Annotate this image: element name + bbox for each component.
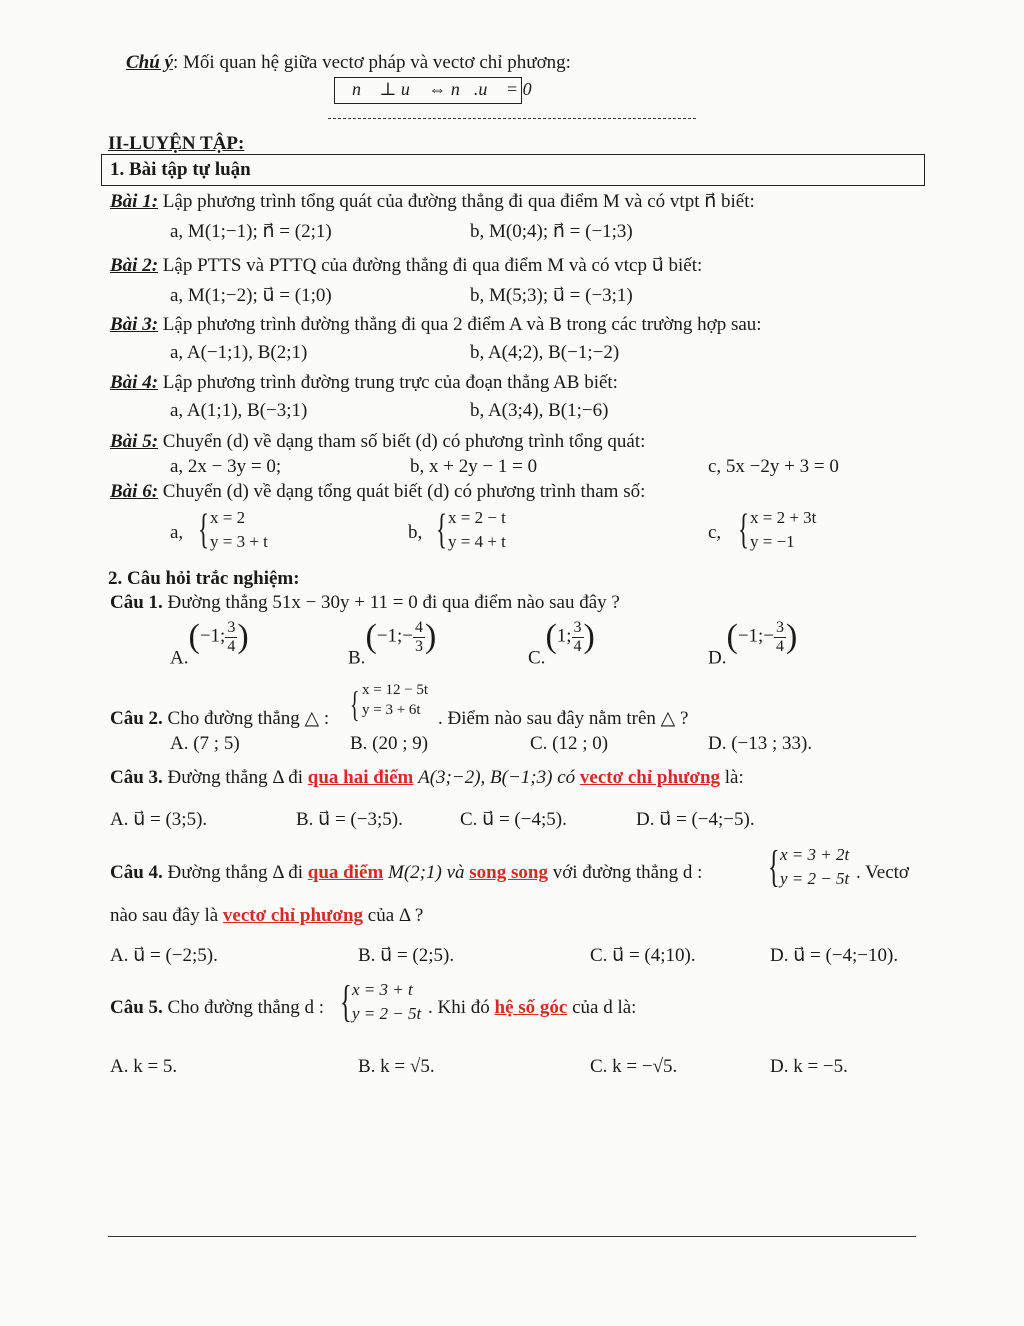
bottom-rule	[108, 1236, 916, 1237]
highlight-text: song song	[469, 862, 548, 883]
system-line-2: y = 2 − 5t	[352, 1004, 422, 1023]
q3-option-b: B. u⃗ = (−3;5).	[296, 809, 403, 830]
exercise-5	[110, 431, 645, 453]
exercise-5-c: c, 5x −2y + 3 = 0	[708, 456, 839, 477]
question-text: A(3;−2), B(−1;3) có	[418, 767, 576, 788]
exercise-text: Lập phương trình tổng quát của đường thẳng đi qua điểm M và có vtpt n⃗ biết:	[162, 191, 755, 212]
system-line-1: x = 2	[210, 508, 246, 527]
question-label: Câu 5.	[110, 997, 163, 1018]
exercise-6-a-prefix: a,	[170, 522, 184, 543]
q2-option-d: D. (−13 ; 33).	[708, 733, 813, 754]
fraction	[572, 619, 584, 656]
exercise-label: Bài 3:	[110, 314, 159, 335]
exercise-5-a: a, 2x − 3y = 0;	[170, 456, 282, 477]
q4-option-b: B. u⃗ = (2;5).	[358, 945, 455, 966]
exercise-4-b: b, A(3;4), B(1;−6)	[470, 400, 609, 421]
system-line-2: y = 3 + t	[210, 532, 268, 551]
denominator: 4	[227, 637, 236, 655]
note-formula: n⃗ ⊥ u⃗ ⇔ n⃗.u⃗ = 0	[352, 79, 532, 99]
exercise-6-b-prefix: b,	[408, 522, 423, 543]
q1-option-b	[348, 618, 436, 669]
question-text: nào sau đây là	[110, 905, 219, 926]
option-value: −1;−	[376, 625, 413, 647]
question-5-lead	[110, 997, 324, 1019]
question-text: là:	[724, 767, 744, 788]
q3-option-d: D. u⃗ = (−4;−5).	[636, 809, 755, 830]
exercise-4	[110, 372, 618, 394]
denominator: 3	[414, 637, 423, 655]
question-text: M(2;1) và	[388, 862, 465, 883]
exercise-1-a: a, M(1;−1); n⃗ = (2;1)	[170, 221, 332, 242]
paren-glyph: (	[188, 618, 200, 655]
exercise-3-b: b, A(4;2), B(−1;−2)	[470, 342, 620, 363]
system-line-1: x = 2 − t	[448, 508, 506, 527]
question-2-tail: . Điểm nào sau đây nằm trên △ ?	[438, 708, 689, 729]
brace-glyph: {	[198, 507, 210, 553]
question-1	[110, 592, 620, 614]
question-5-tail	[428, 997, 636, 1019]
q4-option-a: A. u⃗ = (−2;5).	[110, 945, 218, 966]
denominator: 4	[573, 637, 582, 655]
q4-option-d: D. u⃗ = (−4;−10).	[770, 945, 899, 966]
system-line-1: x = 3 + t	[352, 980, 413, 999]
question-label: Câu 4.	[110, 862, 163, 883]
exercise-2-b: b, M(5;3); u⃗ = (−3;1)	[470, 285, 633, 306]
part1-title: 1. Bài tập tự luận	[110, 159, 251, 180]
question-label: Câu 3.	[110, 767, 163, 788]
brace-glyph: {	[340, 977, 352, 1026]
exercise-label: Bài 5:	[110, 431, 159, 452]
question-4-tail: . Vectơ	[856, 862, 909, 883]
option-value: 1;	[556, 625, 572, 647]
q5-option-d: D. k = −5.	[770, 1056, 848, 1077]
question-text: Đường thẳng 51x − 30y + 11 = 0 đi qua điểm nào sau đây ?	[167, 592, 620, 613]
question-text: Cho đường thẳng △ :	[167, 708, 330, 729]
paren-glyph: )	[237, 618, 249, 655]
note-label: Chú ý	[126, 52, 173, 73]
paren-glyph: (	[365, 618, 377, 655]
question-label: Câu 2.	[110, 708, 163, 729]
exercise-1	[110, 190, 755, 213]
q5-option-b: B. k = √5.	[358, 1056, 435, 1077]
system-line-1: x = 2 + 3t	[750, 508, 817, 527]
fraction	[225, 619, 237, 656]
brace-glyph: {	[738, 507, 750, 553]
brace-glyph: {	[350, 684, 360, 724]
exercise-6-c-prefix: c,	[708, 522, 722, 543]
numerator: 3	[776, 618, 785, 636]
q1-option-d	[708, 618, 797, 669]
question-text: Đường thẳng Δ đi	[167, 862, 304, 883]
q2-option-a: A. (7 ; 5)	[170, 733, 240, 754]
exercise-text: Lập phương trình đường trung trực của đoạn thẳng AB biết:	[162, 372, 618, 393]
note-text: : Mối quan hệ giữa vectơ pháp và vectơ chỉ phương:	[173, 52, 571, 73]
system-line-2: y = 3 + 6t	[362, 702, 421, 718]
question-text: Cho đường thẳng d :	[167, 997, 325, 1018]
exercise-text: Chuyển (d) về dạng tổng quát biết (d) có phương trình tham số:	[162, 481, 646, 502]
exercise-6	[110, 481, 645, 503]
exercise-label: Bài 4:	[110, 372, 159, 393]
q1-option-c	[528, 618, 595, 669]
exercise-text: Lập PTTS và PTTQ của đường thẳng đi qua điểm M và có vtcp u⃗ biết:	[162, 255, 703, 276]
denominator: 4	[776, 637, 785, 655]
system-line-2: y = −1	[750, 532, 795, 551]
note-line	[126, 52, 571, 74]
system-line-2: y = 4 + t	[448, 532, 506, 551]
dashed-divider	[328, 118, 696, 119]
exercise-text: Lập phương trình đường thẳng đi qua 2 điểm A và B trong các trường hợp sau:	[162, 314, 762, 335]
exercise-2-a: a, M(1;−2); u⃗ = (1;0)	[170, 285, 332, 306]
system-line-1: x = 3 + 2t	[780, 845, 850, 864]
question-text: của d là:	[572, 997, 637, 1018]
highlight-text: vectơ chỉ phương	[579, 767, 721, 788]
option-value: −1;	[199, 625, 226, 647]
question-text: Đường thẳng Δ đi	[167, 767, 304, 788]
option-letter: B.	[348, 647, 366, 669]
q4-option-c: C. u⃗ = (4;10).	[590, 945, 696, 966]
numerator: 3	[227, 618, 236, 636]
q3-option-a: A. u⃗ = (3;5).	[110, 809, 208, 830]
q5-option-a: A. k = 5.	[110, 1056, 178, 1077]
question-text: với đường thẳng d :	[552, 862, 703, 883]
highlight-text: qua hai điểm	[307, 767, 414, 788]
option-value: −1;−	[737, 625, 775, 647]
question-3	[110, 767, 744, 789]
numerator: 3	[573, 618, 582, 636]
highlight-text: hệ số góc	[494, 997, 568, 1018]
highlight-text: qua điểm	[307, 862, 384, 883]
option-letter: D.	[708, 647, 727, 669]
fraction	[413, 619, 425, 656]
section-title: II-LUYỆN TẬP:	[108, 133, 245, 154]
numerator: 4	[414, 618, 423, 636]
paren-glyph: (	[726, 618, 738, 655]
fraction	[774, 619, 786, 656]
exercise-3-a: a, A(−1;1), B(2;1)	[170, 342, 308, 363]
paren-glyph: )	[424, 618, 437, 655]
question-label: Câu 1.	[110, 592, 163, 613]
brace-glyph: {	[436, 507, 448, 553]
system-line-1: x = 12 − 5t	[362, 682, 429, 698]
question-text: . Khi đó	[428, 997, 490, 1018]
option-letter: A.	[170, 647, 189, 669]
highlight-text: vectơ chỉ phương	[222, 905, 364, 926]
system-line-2: y = 2 − 5t	[780, 869, 850, 888]
question-2-lead	[110, 707, 329, 730]
exercise-2	[110, 254, 702, 277]
exercise-5-b: b, x + 2y − 1 = 0	[410, 456, 538, 477]
paren-glyph: )	[786, 618, 798, 655]
exercise-label: Bài 2:	[110, 255, 159, 276]
question-4-line2	[110, 905, 423, 927]
brace-glyph: {	[768, 842, 780, 891]
q5-option-c: C. k = −√5.	[590, 1056, 678, 1077]
q2-option-b: B. (20 ; 9)	[350, 733, 429, 754]
exercise-3	[110, 314, 762, 336]
question-4-lead	[110, 862, 702, 884]
q2-option-c: C. (12 ; 0)	[530, 733, 609, 754]
exercise-4-a: a, A(1;1), B(−3;1)	[170, 400, 308, 421]
option-letter: C.	[528, 647, 546, 669]
question-text: của Δ ?	[367, 905, 424, 926]
exercise-label: Bài 6:	[110, 481, 159, 502]
part2-title: 2. Câu hỏi trắc nghiệm:	[108, 568, 300, 589]
exercise-1-b: b, M(0;4); n⃗ = (−1;3)	[470, 221, 633, 242]
q1-option-a	[170, 618, 249, 669]
paren-glyph: )	[583, 618, 595, 655]
exercise-text: Chuyển (d) về dạng tham số biết (d) có phương trình tổng quát:	[162, 431, 646, 452]
exercise-label: Bài 1:	[110, 191, 159, 212]
q3-option-c: C. u⃗ = (−4;5).	[460, 809, 567, 830]
paren-glyph: (	[545, 618, 557, 655]
